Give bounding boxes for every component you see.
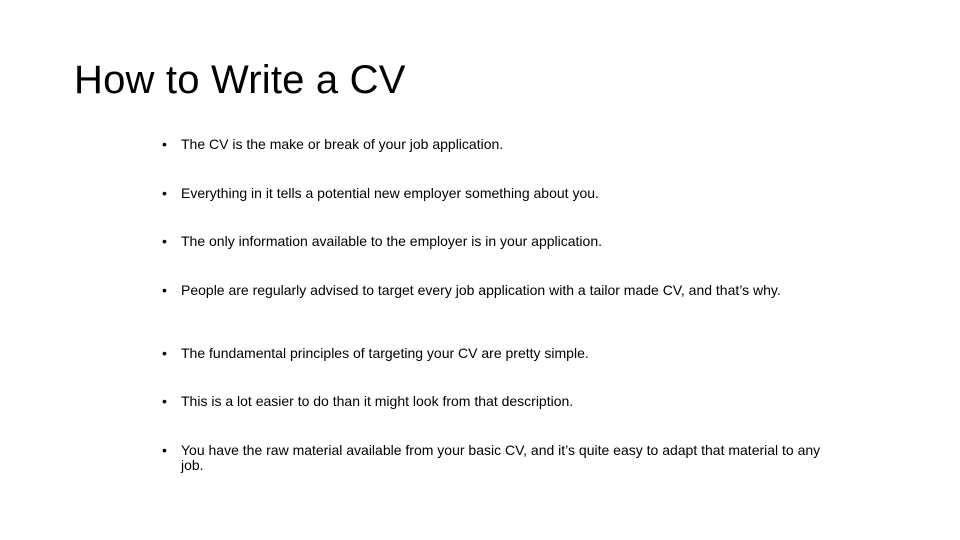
bullet-icon: • [162, 345, 167, 361]
bullet-text: People are regularly advised to target every job application with a tailor made CV, and that’s why. [181, 282, 781, 298]
bullet-text: The CV is the make or break of your job application. [181, 136, 504, 152]
bullet-item [160, 137, 840, 152]
bullet-text: The only information available to the employer is in your application. [181, 233, 603, 249]
bullet-icon: • [162, 393, 167, 409]
bullet-icon: • [162, 442, 167, 458]
bullet-icon: • [162, 282, 167, 298]
bullet-item [160, 283, 840, 298]
bullet-icon: • [162, 136, 167, 152]
bullet-icon: • [162, 233, 167, 249]
slide-title: How to Write a CV [74, 58, 406, 102]
bullet-item [160, 394, 840, 409]
bullet-item [160, 186, 840, 201]
bullet-item [160, 234, 840, 249]
bullet-text: This is a lot easier to do than it might look from that description. [181, 393, 574, 409]
bullet-item [160, 443, 840, 473]
bullet-text: You have the raw material available from your basic CV, and it’s quite easy to adapt that material to any job. [181, 442, 821, 473]
bullet-icon: • [162, 185, 167, 201]
bullet-text: Everything in it tells a potential new employer something about you. [181, 185, 599, 201]
bullet-item [160, 346, 840, 361]
bullet-text: The fundamental principles of targeting your CV are pretty simple. [181, 345, 589, 361]
